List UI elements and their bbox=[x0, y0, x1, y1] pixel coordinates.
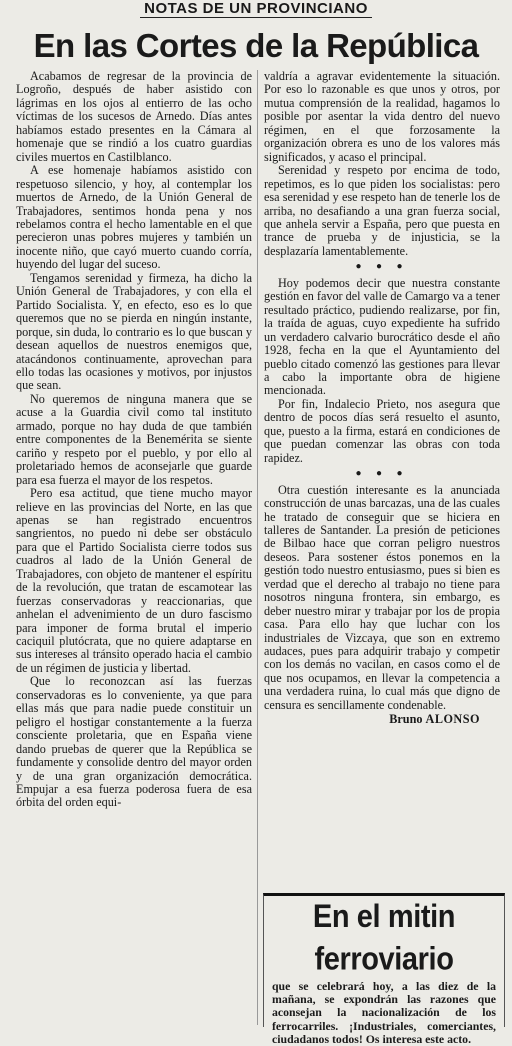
paragraph: Por fin, Indalecio Prieto, nos asegura que dentro de pocos días será resuelto el asunto, que, puesto a la firma, estará en condiciones de que puedan comenzar las obras con toda rapidez. bbox=[264, 396, 500, 465]
paragraph: No queremos de ninguna manera que se acuse a la Guardia civil como tal instituto armado, porque no hay duda de que también entre componentes de la Benemérita se siente cariño y respeto por el pueblo, y por ello al proletariado hemos de aconsejarle que guarde para esa fuerza el mayor de los respetos. bbox=[16, 391, 252, 487]
paragraph: Tengamos serenidad y firmeza, ha dicho la Unión General de Trabajadores, y con ella el Partido Socialista. Y, en efecto, eso es lo que queremos que no se pierda en ningún instante, porque, sin duda, lo contrario es lo que buscan y desean aquellos de nuestros enemigos que, atacándonos continuamente, aprovechan para ello todas las ocasiones y motivos, por injustos que sean. bbox=[16, 270, 252, 393]
column-divider bbox=[257, 70, 258, 1025]
paragraph: Otra cuestión interesante es la anunciada construcción de unas barcazas, una de las cuales he tratado de conseguir que se hiciera en talleres de Santander. La presión de peticiones de Bilbao hace que corran peligro nuestros deseos. Para sostener éstos ponemos en la gestión todo nuestro entusiasmo, pues si bien es verdad que el derecho al trabajo no tiene para nosotros ninguna frontera, sin embargo, es deber nuestro mirar y trabajar por los de propia casa. Para ello hay que luchar con los industriales de Vizcaya, que son en extremo audaces, pues para adquirir trabajo y competir con los demás no vacilan, en casos como el de que nos ocupamos, en llevar la competencia a una verdadera ruina, lo cual más que digno de censura es sencillamente condenable. bbox=[264, 482, 500, 712]
section-separator: ● ● ● bbox=[355, 261, 409, 273]
announcement-body: que se celebrará hoy, a las diez de la mañana, se expondrán las razones que aconsejan la nacionalización de los ferrocarriles. ¡Industriales, comerciantes, ciudadanos todos! Os interesa este acto. bbox=[272, 979, 496, 1046]
right-column bbox=[264, 70, 500, 880]
paragraph: Que lo reconozcan así las fuerzas conservadoras es lo conveniente, ya que para ellas más que para nadie puede constituir un peligro el hostigar constantemente a la fuerza consciente proletaria, que en España viene dando pruebas de querer que la República se fundamente y consolide dentro del mayor orden y de una gran organización democrática. Empujar a esa fuerza poderosa fuera de esa órbita del orden equi- bbox=[16, 674, 252, 810]
paragraph: valdría a agravar evidentemente la situación. Por eso lo razonable es que unos y otros, por mutua comprensión de la realidad, hagamos lo posible por asentar la vida dentro del nuevo régimen, en el que forzosamente la organización obrera es uno de los valores más significados, y acaso el principal. bbox=[264, 70, 500, 164]
paragraph: Acabamos de regresar de la provincia de Logroño, después de haber asistido con lágrimas en los ojos al entierro de las ocho víctimas de los sucesos de Arnedo. Días antes habíamos estado presentes en la Cámara al homenaje que se rindió a los cuatro guardias civiles muertos en Castilblanco. bbox=[16, 70, 252, 164]
paragraph: Serenidad y respeto por encima de todo, repetimos, es lo que piden los socialistas: pero esa serenidad y ese respeto han de tenerle los de arriba, no desafiando a una gran fuerza social, que anhela servir a España, pero que puesta en trance de prueba y de injusticia, se la desplazaría lamentablemente. bbox=[264, 163, 500, 258]
section-separator: ● ● ● bbox=[355, 468, 409, 480]
left-column bbox=[16, 70, 252, 1020]
paragraph: Pero esa actitud, que tiene mucho mayor relieve en las provincias del Norte, en las que apenas se han registrado encuentros sangrientos, no puedo ni debe ser obstáculo para que el Partido Socialista cierre todos sus cuadros al lado de la Unión General de Trabajadores, con objeto de mantener el espíritu de la revolución, que tratan de escamotear las fuerzas conservadoras y reaccionarias, que anhelan el advenimiento de un duro fascismo para imponer de forma brutal el imperio caciquil plutócrata, que no quiere adaptarse en sus intereses al tránsito operado hacia el cambio de un régimen de justicia y libertad. bbox=[16, 486, 252, 675]
kicker-text: NOTAS DE UN PROVINCIANO bbox=[140, 0, 372, 18]
signature-first-name: Bruno bbox=[389, 712, 423, 727]
signature-last-name: ALONSO bbox=[425, 712, 480, 727]
paragraph: A ese homenaje habíamos asistido con respetuoso silencio, y hoy, al contemplar los muertos de Arnedo, de la Unión General de Trabajadores, sentimos honda pena y nos rebelamos contra el hecho lamentable en el que perecieron unas pobres mujeres y también un inocente niño, que cayó muerto cuando corría, huyendo del lugar del suceso. bbox=[16, 163, 252, 272]
kicker bbox=[0, 0, 512, 22]
announcement-box bbox=[263, 893, 505, 1046]
announcement-title: En el mitin ferroviario bbox=[312, 898, 456, 978]
headline: En las Cortes de la República bbox=[33, 27, 479, 64]
paragraph: Hoy podemos decir que nuestra constante gestión en favor del valle de Camargo va a tener resultado práctico, pudiendo realizarse, por fin, la traída de aguas, cuyo expediente ha sufrido un verdadero calvario burocrático desde el año 1928, fecha en la que el Ayuntamiento del pueblo citado comenzó las gestiones para llevar a cabo la importante obra de higiene mencionada. bbox=[264, 275, 500, 398]
signature bbox=[264, 713, 500, 726]
